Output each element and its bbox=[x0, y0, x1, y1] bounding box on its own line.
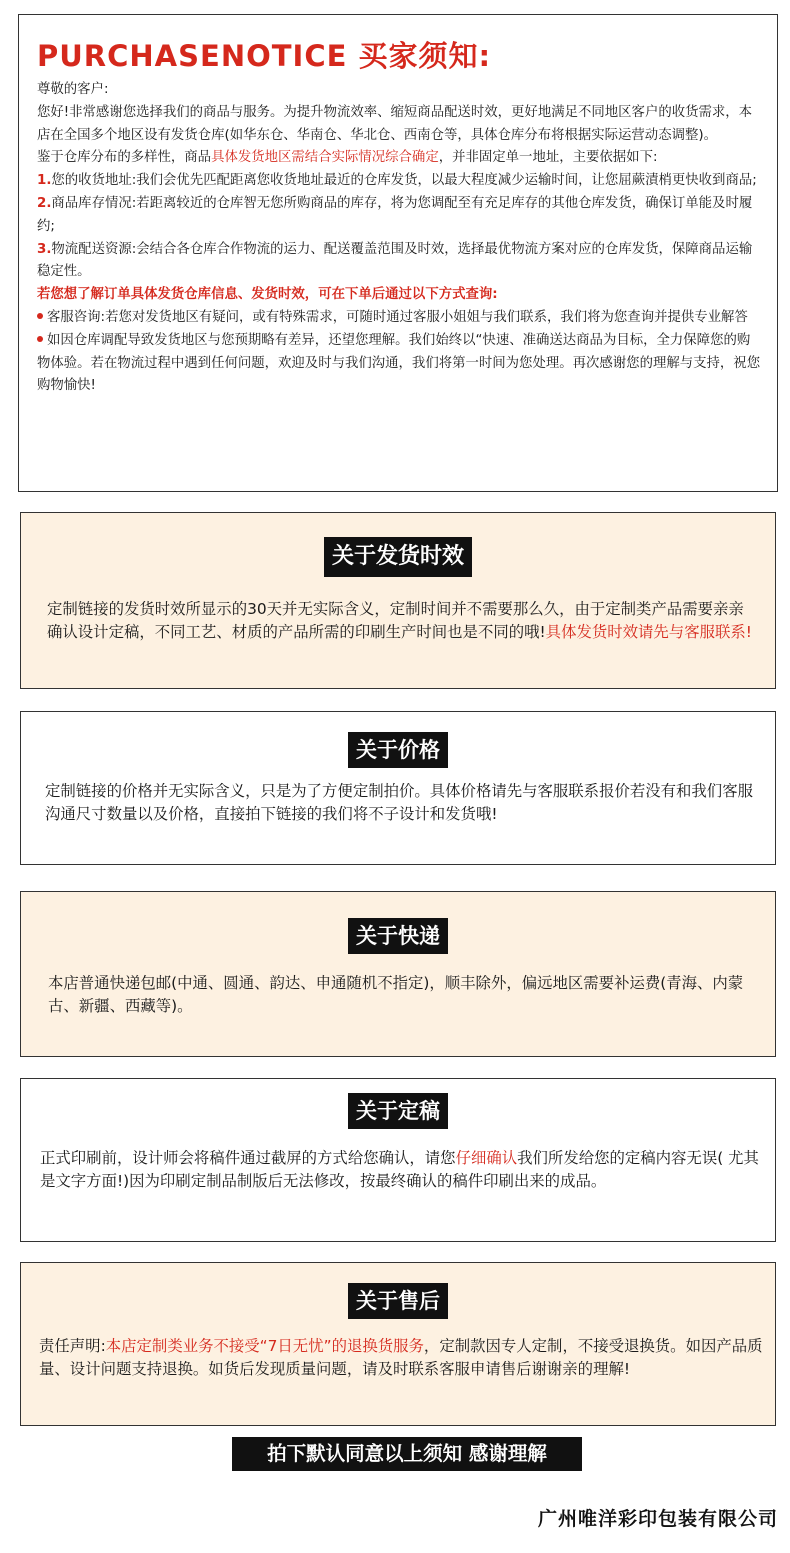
bullet-dot-icon bbox=[37, 313, 43, 319]
shipping-section-title: 关于发货时效 bbox=[324, 537, 472, 577]
aftersale-section-title: 关于售后 bbox=[348, 1283, 448, 1319]
notice-item-1: 1.您的收货地址:我们会优先匹配距离您收货地址最近的仓库发货，以最大程度减少运输时间，让您屈蕨漬梢更快收到商品; bbox=[37, 173, 757, 189]
notice-basis: 鉴于仓库分布的多样性，商品具体发货地区需结合实际情况综合确定，并非固定单一地址，主要依据如下: bbox=[37, 150, 658, 166]
express-section-title: 关于快递 bbox=[348, 918, 448, 954]
notice-greeting: 尊敬的客户: bbox=[37, 82, 109, 97]
proof-section bbox=[20, 1078, 776, 1242]
aftersale-section-text: 责任声明:本店定制类业务不接受“7日无忧”的退换货服务，定制款因专人定制，不接受退换货。如因产品质量、设计问题支持退换。如货后发现质量问题，请及时联系客服申请售后谢谢亲的理解! bbox=[39, 1337, 763, 1378]
bullet-dot-icon bbox=[37, 336, 43, 342]
shipping-section-text: 定制链接的发货时效所显示的30天并无实际含义，定制时间并不需要那么久，由于定制类产品需要亲亲确认设计定稿，不同工艺、材质的产品所需的印刷生产时间也是不同的哦!具体发货时效请先与客服联系! bbox=[47, 600, 752, 641]
price-section bbox=[20, 711, 776, 865]
express-section bbox=[20, 891, 776, 1057]
company-name: 广州唯洋彩印包装有限公司 bbox=[537, 1508, 778, 1530]
price-section-title: 关于价格 bbox=[348, 732, 448, 768]
notice-item-2: 2.商品库存情况:若距离较近的仓库智无您所购商品的库存，将为您调配至有充足库存的其他仓库发货，确保订单能及时履约; bbox=[37, 195, 753, 234]
agreement-banner: 拍下默认同意以上须知 感谢理解 bbox=[232, 1437, 582, 1471]
purchase-notice-box bbox=[18, 14, 778, 492]
notice-bullet-1: 客服咨询:若您对发货地区有疑问，或有特殊需求，可随时通过客服小姐姐与我们联系，我们将为您查询并提供专业解答 bbox=[37, 307, 761, 330]
shipping-section bbox=[20, 512, 776, 689]
notice-intro: 您好!非常感谢您选择我们的商品与服务。为提升物流效率、缩短商品配送时效，更好地满足不同地区客户的收货需求，本店在全国多个地区设有发货仓库(如华东仓、华南仓、华北仓、西南仓等，具体仓库分布将根据实际运营动态调整)。 bbox=[37, 104, 753, 143]
notice-query-line: 若您想了解订单具体发货仓库信息、发货时效，可在下单后通过以下方式查询: bbox=[37, 287, 498, 303]
proof-section-title: 关于定稿 bbox=[348, 1093, 448, 1129]
notice-title: PURCHASENOTICE 买家须知: bbox=[37, 39, 492, 73]
notice-item-3: 3.物流配送资源:会结合各仓库合作物流的运力、配送覆盖范围及时效，选择最优物流方案对应的仓库发货，保障商品运输稳定性。 bbox=[37, 241, 753, 280]
aftersale-section bbox=[20, 1262, 776, 1426]
express-section-text: 本店普通快递包邮(中通、圆通、韵达、申通随机不指定)，顺丰除外，偏远地区需要补运费(青海、内蒙古、新疆、西藏等)。 bbox=[48, 974, 744, 1015]
proof-section-text: 正式印刷前，设计师会将稿件通过截屏的方式给您确认，请您仔细确认我们所发给您的定稿内容无误( 尤其是文字方面!)因为印刷定制品制版后无法修改，按最终确认的稿件印刷出来的成品。 bbox=[40, 1149, 759, 1190]
price-section-text: 定制链接的价格并无实际含义，只是为了方便定制拍价。具体价格请先与客服联系报价若没有和我们客服沟通尺寸数量以及价格，直接拍下链接的我们将不子设计和发货哦! bbox=[45, 782, 753, 823]
notice-bullet-2: 如因仓库调配导致发货地区与您预期略有差异，还望您理解。我们始终以“快速、准确送达商品为目标，全力保障您的购物体验。若在物流过程中遇到任何问题，欢迎及时与我们沟通，我们将第一时间为您处理。再次感谢您的理解与支持，祝您购物愉快! bbox=[37, 332, 761, 394]
